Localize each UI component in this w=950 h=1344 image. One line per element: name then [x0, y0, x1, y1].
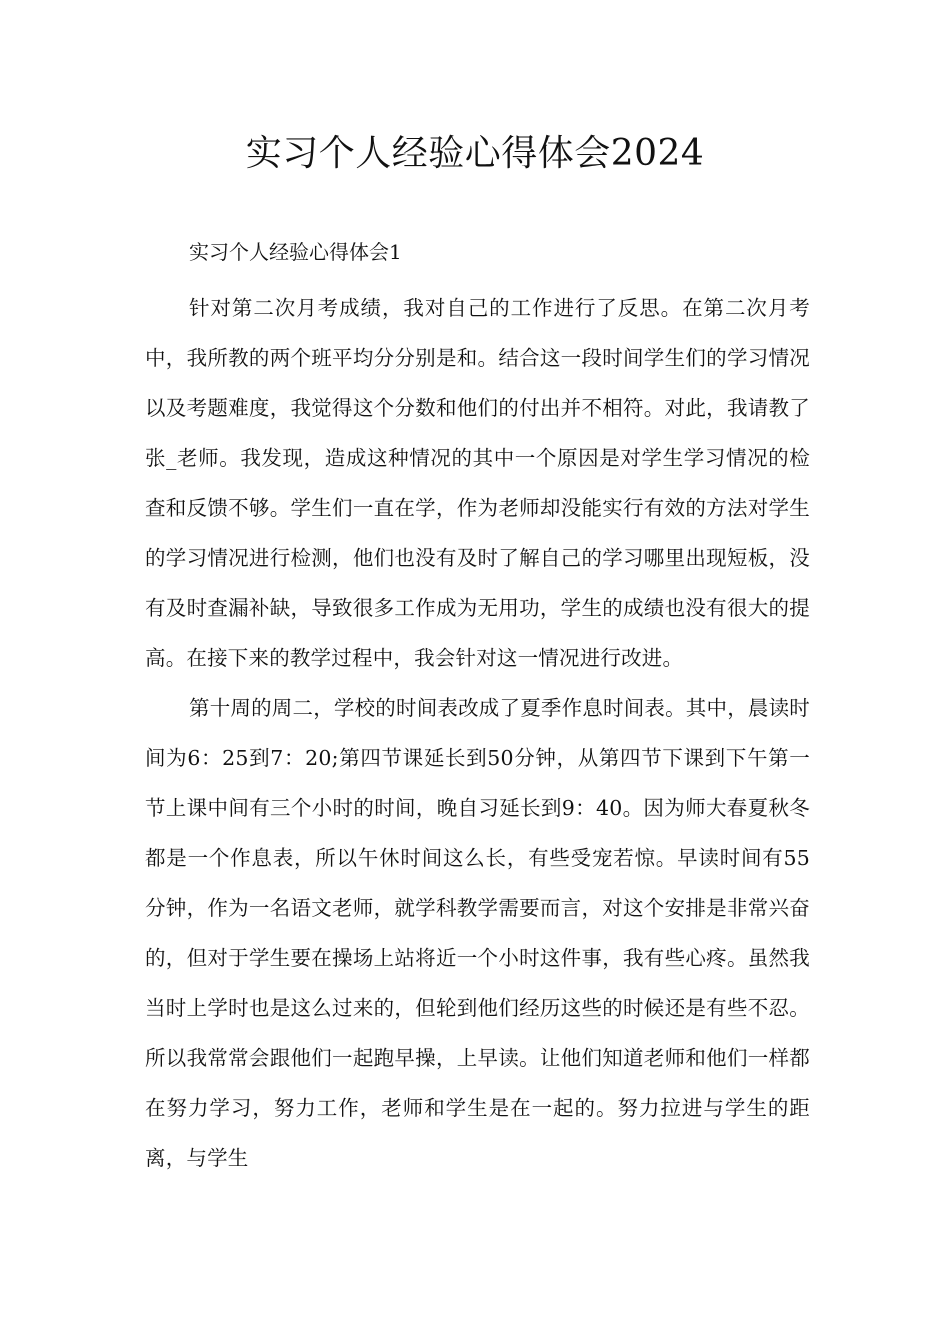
document-title: 实习个人经验心得体会2024 — [245, 133, 705, 174]
paragraph-2: 第十周的周二，学校的时间表改成了夏季作息时间表。其中，晨读时间为6：25到7：20;第四节课延长到50分钟，从第四节下课到下午第一节上课中间有三个小时的时间，晚自习延长到9：40。因为师大春夏秋冬都是一个作息表，所以午休时间这么长，有些受宠若惊。早读时间有55分钟，作为一名语文老师，就学科教学需要而言，对这个安排是非常兴奋的，但对于学生要在操场上站将近一个小时这件事，我有些心疼。虽然我当时上学时也是这么过来的，但轮到他们经历这些的时候还是有些不忍。所以我常常会跟他们一起跑早操，上早读。让他们知道老师和他们一样都在努力学习，努力工作，老师和学生是在一起的。努力拉进与学生的距离，与学生 — [145, 696, 810, 1170]
section-heading: 实习个人经验心得体会1 — [189, 240, 402, 264]
document-body — [145, 234, 810, 1183]
paragraph-1: 针对第二次月考成绩，我对自己的工作进行了反思。在第二次月考中，我所教的两个班平均分分别是和。结合这一段时间学生们的学习情况以及考题难度，我觉得这个分数和他们的付出并不相符。对此，我请教了张_老师。我发现，造成这种情况的其中一个原因是对学生学习情况的检查和反馈不够。学生们一直在学，作为老师却没能实行有效的方法对学生的学习情况进行检测，他们也没有及时了解自己的学习哪里出现短板，没有及时查漏补缺，导致很多工作成为无用功，学生的成绩也没有很大的提高。在接下来的教学过程中，我会针对这一情况进行改进。 — [145, 296, 810, 670]
